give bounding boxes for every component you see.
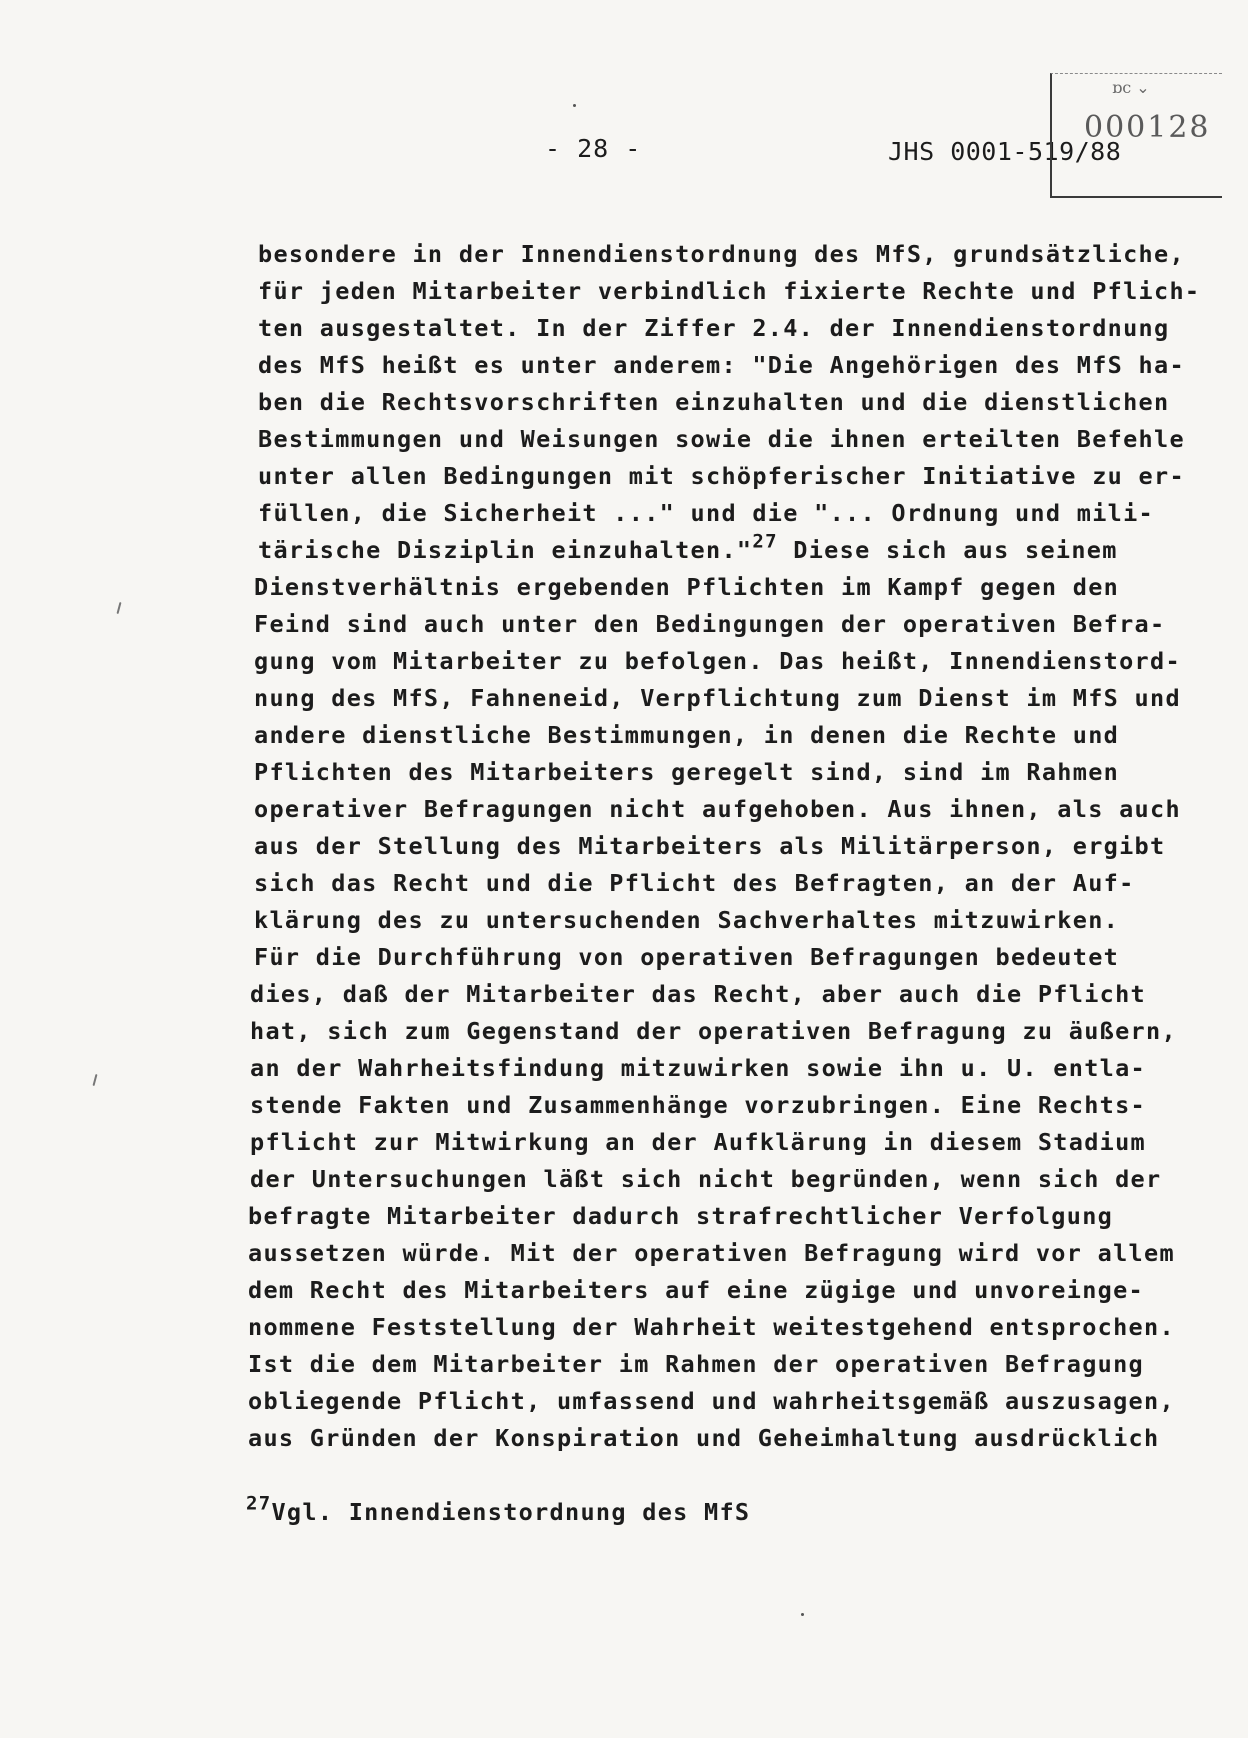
text-line-part: tärische Disziplin einzuhalten." bbox=[258, 536, 753, 564]
footnote-marker: 27 bbox=[246, 1492, 272, 1515]
text-line: unter allen Bedingungen mit schöpferischer Initiative zu er- bbox=[258, 462, 1185, 490]
archive-stamp bbox=[1050, 73, 1222, 198]
text-line: Feind sind auch unter den Bedingungen der operativen Befra- bbox=[254, 610, 1166, 638]
text-line: des MfS heißt es unter anderem: "Die Angehörigen des MfS ha- bbox=[258, 351, 1185, 379]
page-number: - 28 - bbox=[545, 134, 642, 163]
text-line: Für die Durchführung von operativen Befragungen bedeutet bbox=[254, 943, 1120, 971]
text-line: sich das Recht und die Pflicht des Befragten, an der Auf- bbox=[254, 869, 1135, 897]
document-id: JHS 0001-519/88 bbox=[888, 137, 1122, 166]
text-line-with-footnote bbox=[258, 532, 1198, 569]
text-line: nommene Feststellung der Wahrheit weitestgehend entsprochen. bbox=[248, 1313, 1175, 1341]
text-line: klärung des zu untersuchenden Sachverhaltes mitzuwirken. bbox=[254, 906, 1120, 934]
text-line: dies, daß der Mitarbeiter das Recht, aber auch die Pflicht bbox=[250, 980, 1146, 1008]
text-line: der Untersuchungen läßt sich nicht begründen, wenn sich der bbox=[250, 1165, 1162, 1193]
text-line: operativer Befragungen nicht aufgehoben. Aus ihnen, als auch bbox=[254, 795, 1181, 823]
text-line: pflicht zur Mitwirkung an der Aufklärung in diesem Stadium bbox=[250, 1128, 1146, 1156]
text-line: ten ausgestaltet. In der Ziffer 2.4. der Innendienstordnung bbox=[258, 314, 1170, 342]
margin-mark bbox=[116, 602, 121, 614]
text-line-part: Diese sich aus seinem bbox=[777, 536, 1118, 564]
text-line: an der Wahrheitsfindung mitzuwirken sowie ihn u. U. entla- bbox=[250, 1054, 1146, 1082]
footnote bbox=[246, 1492, 751, 1526]
text-line: stende Fakten und Zusammenhänge vorzubringen. Eine Rechts- bbox=[250, 1091, 1146, 1119]
text-line: aus Gründen der Konspiration und Geheimhaltung ausdrücklich bbox=[248, 1424, 1160, 1452]
text-line: Dienstverhältnis ergebenden Pflichten im Kampf gegen den bbox=[254, 573, 1120, 601]
text-line: besondere in der Innendienstordnung des MfS, grundsätzliche, bbox=[258, 240, 1185, 268]
text-line: für jeden Mitarbeiter verbindlich fixierte Rechte und Pflich- bbox=[258, 277, 1201, 305]
footnote-text: Vgl. Innendienstordnung des MfS bbox=[271, 1498, 751, 1526]
stamp-top-mark: ɒc ⌄ bbox=[1112, 78, 1150, 97]
margin-mark bbox=[92, 1074, 97, 1086]
scan-speck bbox=[801, 1613, 804, 1616]
text-line: hat, sich zum Gegenstand der operativen Befragung zu äußern, bbox=[250, 1017, 1177, 1045]
text-line: befragte Mitarbeiter dadurch strafrechtlicher Verfolgung bbox=[248, 1202, 1114, 1230]
text-line: Bestimmungen und Weisungen sowie die ihnen erteilten Befehle bbox=[258, 425, 1185, 453]
stamp-number: 000128 bbox=[1084, 110, 1211, 145]
text-line: aussetzen würde. Mit der operativen Befragung wird vor allem bbox=[248, 1239, 1175, 1267]
body-text bbox=[248, 236, 1201, 1457]
text-line: füllen, die Sicherheit ..." und die "... Ordnung und mili- bbox=[258, 499, 1154, 527]
text-line: Pflichten des Mitarbeiters geregelt sind, sind im Rahmen bbox=[254, 758, 1120, 786]
text-line: dem Recht des Mitarbeiters auf eine zügige und unvoreinge- bbox=[248, 1276, 1144, 1304]
text-line: aus der Stellung des Mitarbeiters als Militärperson, ergibt bbox=[254, 832, 1166, 860]
text-line: ben die Rechtsvorschriften einzuhalten und die dienstlichen bbox=[258, 388, 1170, 416]
text-line: nung des MfS, Fahneneid, Verpflichtung zum Dienst im MfS und bbox=[254, 684, 1181, 712]
text-line: gung vom Mitarbeiter zu befolgen. Das heißt, Innendienstord- bbox=[254, 647, 1181, 675]
text-line: obliegende Pflicht, umfassend und wahrheitsgemäß auszusagen, bbox=[248, 1387, 1175, 1415]
text-line: Ist die dem Mitarbeiter im Rahmen der operativen Befragung bbox=[248, 1350, 1144, 1378]
scan-speck bbox=[573, 104, 576, 107]
text-line: andere dienstliche Bestimmungen, in denen die Rechte und bbox=[254, 721, 1120, 749]
footnote-reference: 27 bbox=[752, 530, 778, 553]
